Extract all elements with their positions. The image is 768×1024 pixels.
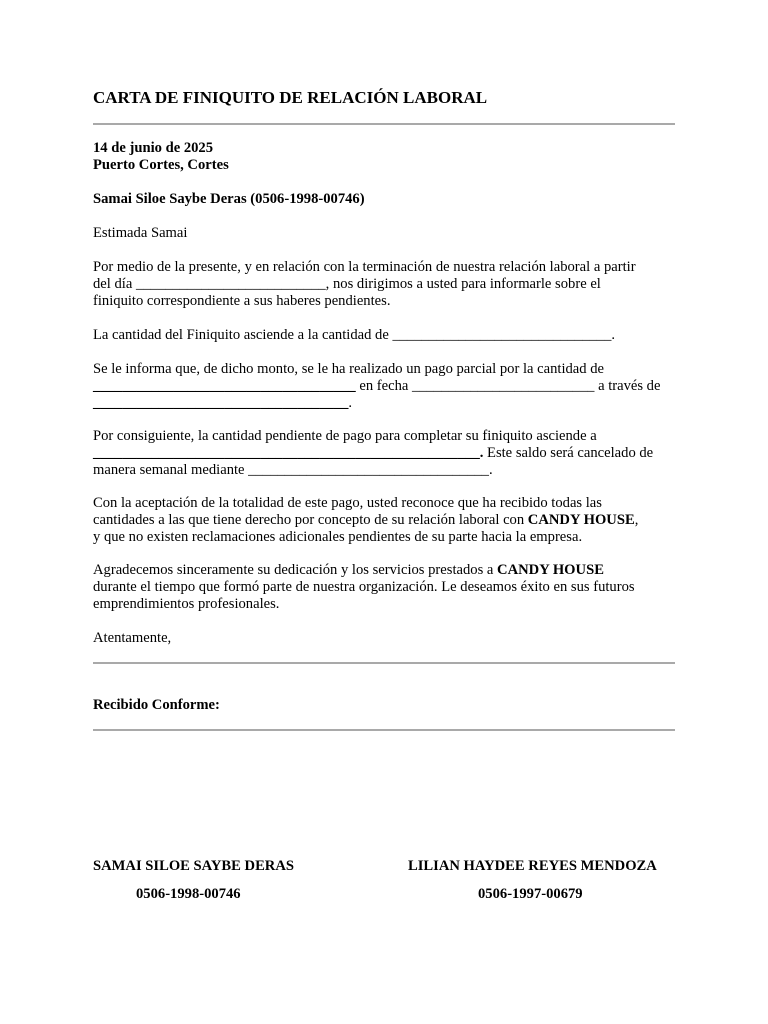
paragraph-termination bbox=[93, 259, 675, 310]
paragraph-pending bbox=[93, 428, 675, 479]
paragraph-line: y que no existen reclamaciones adicionales pendientes de su parte hacia la empresa. bbox=[93, 529, 583, 545]
paragraph-line bbox=[93, 395, 675, 412]
paragraph-line bbox=[93, 562, 675, 579]
signature-left-name: SAMAI SILOE SAYBE DERAS bbox=[93, 858, 294, 874]
thanks-text: Agradecemos sinceramente su dedicación y los servicios prestados a bbox=[93, 562, 498, 578]
paragraph-line bbox=[93, 378, 675, 395]
paragraph-line: del día __________________________, nos dirigimos a usted para informarle sobre el bbox=[93, 276, 601, 292]
letter-page bbox=[93, 0, 675, 1024]
company-name: CANDY HOUSE bbox=[497, 562, 604, 578]
received-divider bbox=[93, 729, 675, 731]
blank-pending-amount: _____________________________________________________. bbox=[93, 445, 484, 461]
title-divider bbox=[93, 123, 675, 125]
paragraph-line: emprendimientos profesionales. bbox=[93, 596, 280, 612]
signature-right-name: LILIAN HAYDEE REYES MENDOZA bbox=[408, 858, 657, 874]
pending-text: Este saldo será cancelado de bbox=[483, 445, 654, 461]
document-title: CARTA DE FINIQUITO DE RELACIÓN LABORAL bbox=[93, 88, 488, 107]
paragraph-thanks bbox=[93, 562, 675, 613]
paragraph-line bbox=[93, 445, 675, 462]
paragraph-acceptance bbox=[93, 495, 675, 546]
paragraph-line: Se le informa que, de dicho monto, se le ha realizado un pago parcial por la cantidad de bbox=[93, 361, 604, 377]
company-name: CANDY HOUSE bbox=[527, 512, 635, 528]
blank-method: ___________________________________ bbox=[93, 395, 349, 411]
greeting: Estimada Samai bbox=[93, 225, 188, 241]
paragraph-line: manera semanal mediante _________________________________. bbox=[93, 462, 493, 478]
signature-right-id: 0506-1997-00679 bbox=[478, 886, 583, 902]
letter-date: 14 de junio de 2025 bbox=[93, 140, 214, 156]
recipient-line: Samai Siloe Saybe Deras (0506-1998-00746) bbox=[93, 191, 365, 207]
acceptance-text: cantidades a las que tiene derecho por concepto de su relación laboral con bbox=[93, 512, 528, 528]
received-label: Recibido Conforme: bbox=[93, 697, 220, 713]
paragraph-partial-payment bbox=[93, 361, 675, 412]
paragraph-line: durante el tiempo que formó parte de nuestra organización. Le deseamos éxito en sus futuros bbox=[93, 579, 635, 595]
closing-divider bbox=[93, 662, 675, 664]
paragraph-line: Por medio de la presente, y en relación con la terminación de nuestra relación laboral a partir bbox=[93, 259, 636, 275]
signature-left-id: 0506-1998-00746 bbox=[136, 886, 241, 902]
closing: Atentamente, bbox=[93, 630, 172, 646]
date-blank-text: en fecha _________________________ a través de bbox=[355, 378, 661, 394]
paragraph-line: Con la aceptación de la totalidad de este pago, usted reconoce que ha recibido todas las bbox=[93, 495, 602, 511]
acceptance-comma: , bbox=[634, 512, 639, 528]
paragraph-amount: La cantidad del Finiquito asciende a la cantidad de ______________________________. bbox=[93, 327, 616, 343]
paragraph-line: finiquito correspondiente a sus haberes pendientes. bbox=[93, 293, 391, 309]
letter-place: Puerto Cortes, Cortes bbox=[93, 157, 229, 173]
paragraph-line bbox=[93, 512, 675, 529]
blank-amount: ____________________________________ bbox=[93, 378, 356, 394]
line-end: . bbox=[348, 395, 353, 411]
paragraph-line: Por consiguiente, la cantidad pendiente de pago para completar su finiquito asciende a bbox=[93, 428, 597, 444]
